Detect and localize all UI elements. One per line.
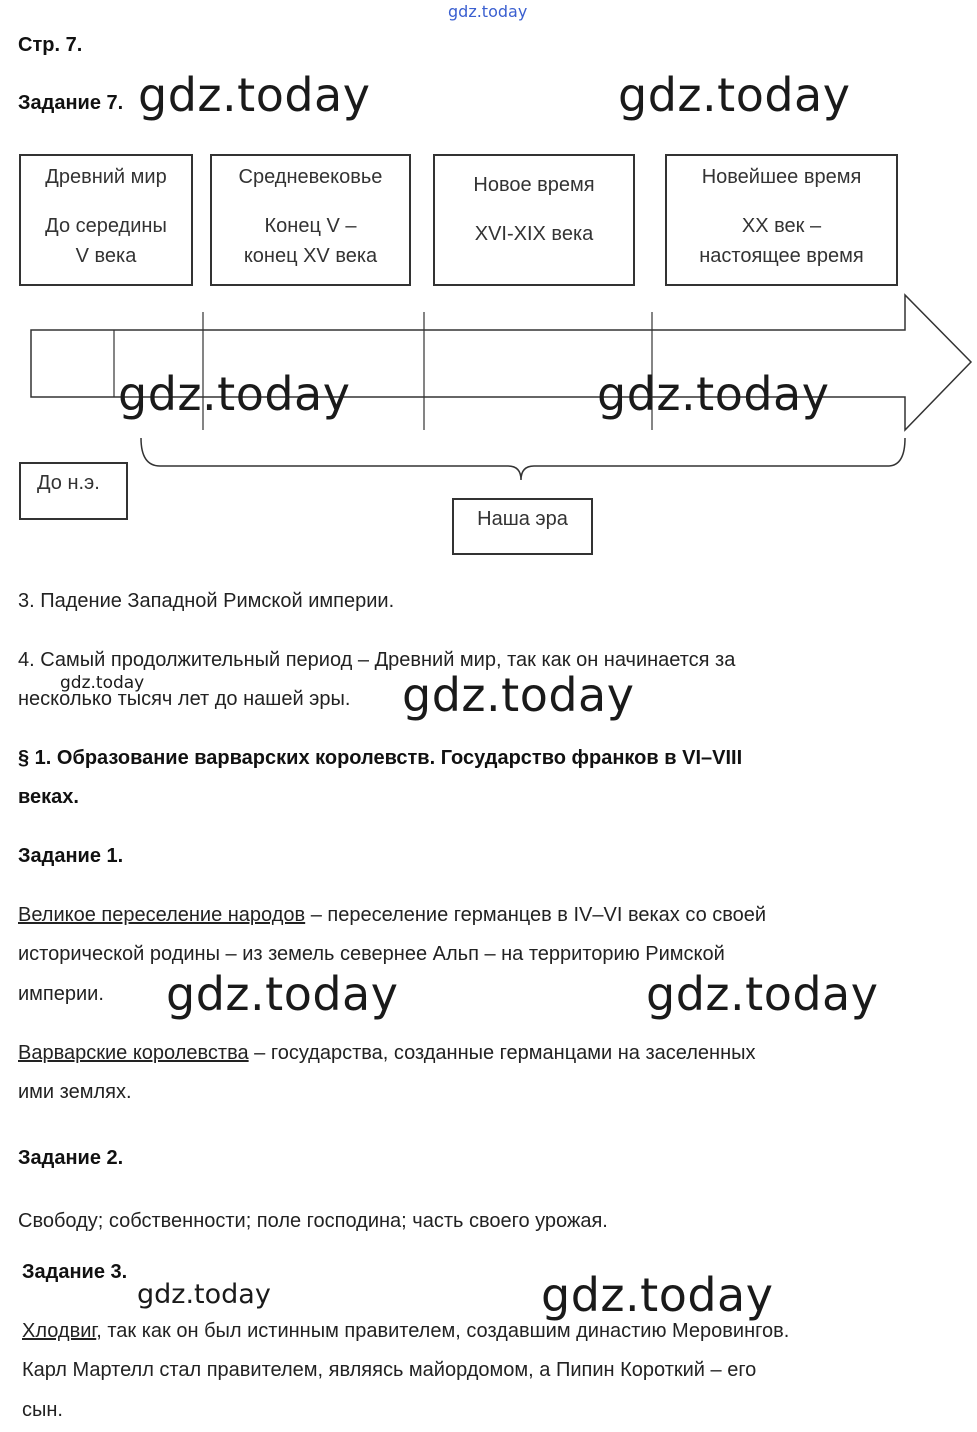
period-range: Конец V – bbox=[264, 215, 357, 237]
answer-3: 3. Падение Западной Римской империи. bbox=[18, 590, 395, 612]
page-label: Стр. 7. bbox=[18, 34, 83, 56]
task2-answer: Свободу; собственности; поле господина; часть своего урожая. bbox=[18, 1210, 608, 1232]
ad-box bbox=[452, 498, 593, 555]
period-range: XVI-XIX века bbox=[474, 223, 594, 245]
task1-def1-line2: исторической родины – из земель севернее Альп – на территорию Римской bbox=[18, 943, 725, 965]
term-great-migration: Великое переселение народов bbox=[18, 904, 306, 926]
period-box-contemporary bbox=[665, 154, 898, 286]
definition-text: – переселение германцев в IV–VI веках со своей bbox=[305, 904, 767, 926]
period-range: конец XV века bbox=[243, 245, 378, 267]
task1-def1-line3: империи. bbox=[18, 983, 104, 1005]
task3-heading: Задание 3. bbox=[22, 1261, 128, 1283]
watermark: gdz.today bbox=[402, 668, 635, 722]
period-name: Средневековье bbox=[238, 166, 383, 188]
bc-box bbox=[19, 462, 128, 520]
task1-def2-line2: ими землях. bbox=[18, 1081, 132, 1103]
ad-label: Наша эра bbox=[477, 508, 568, 530]
watermark-small: gdz.today bbox=[137, 1279, 271, 1310]
watermark: gdz.today bbox=[166, 967, 399, 1021]
section-title-line1: § 1. Образование варварских королевств. Государство франков в VI–VIII bbox=[18, 747, 743, 769]
watermark: gdz.today bbox=[118, 367, 351, 421]
task7-heading: Задание 7. bbox=[18, 92, 124, 114]
watermark: gdz.today bbox=[597, 367, 830, 421]
task1-def2-line1 bbox=[18, 1042, 756, 1065]
period-name: Новейшее время bbox=[701, 166, 862, 188]
period-range: настоящее время bbox=[699, 245, 864, 267]
watermark: gdz.today bbox=[541, 1268, 774, 1322]
definition-text: – государства, созданные германцами на заселенных bbox=[248, 1042, 756, 1064]
answer-4-line2: несколько тысяч лет до нашей эры. bbox=[18, 688, 351, 710]
watermark: gdz.today bbox=[646, 967, 879, 1021]
task3-text: , так как он был истинным правителем, создавшим династию Меровингов. bbox=[96, 1320, 790, 1342]
task1-heading: Задание 1. bbox=[18, 845, 124, 867]
watermark-top: gdz.today bbox=[448, 2, 528, 21]
watermark: gdz.today bbox=[618, 68, 851, 122]
term-barbarian-kingdoms: Варварские королевства bbox=[18, 1042, 249, 1064]
period-name: Древний мир bbox=[45, 166, 167, 188]
era-brace bbox=[141, 438, 905, 480]
period-range: XX век – bbox=[741, 215, 822, 237]
period-box-ancient bbox=[19, 154, 193, 286]
task3-line1 bbox=[22, 1320, 789, 1343]
period-range: V века bbox=[75, 245, 137, 267]
task2-heading: Задание 2. bbox=[18, 1147, 124, 1169]
answer-4-line1: 4. Самый продолжительный период – Древний мир, так как он начинается за bbox=[18, 649, 736, 671]
watermark: gdz.today bbox=[138, 68, 371, 122]
period-box-modern bbox=[433, 154, 635, 286]
period-name: Новое время bbox=[473, 174, 595, 196]
watermark-small: gdz.today bbox=[60, 673, 145, 693]
period-box-medieval bbox=[210, 154, 411, 286]
task3-line3: сын. bbox=[22, 1399, 63, 1421]
section-title-line2: веках. bbox=[18, 786, 79, 808]
task1-def1-line1 bbox=[18, 904, 766, 927]
term-clovis: Хлодвиг bbox=[22, 1320, 97, 1342]
bc-label: До н.э. bbox=[37, 472, 100, 494]
period-range: До середины bbox=[45, 215, 167, 237]
task3-line2: Карл Мартелл стал правителем, являясь майордомом, а Пипин Короткий – его bbox=[22, 1359, 757, 1381]
